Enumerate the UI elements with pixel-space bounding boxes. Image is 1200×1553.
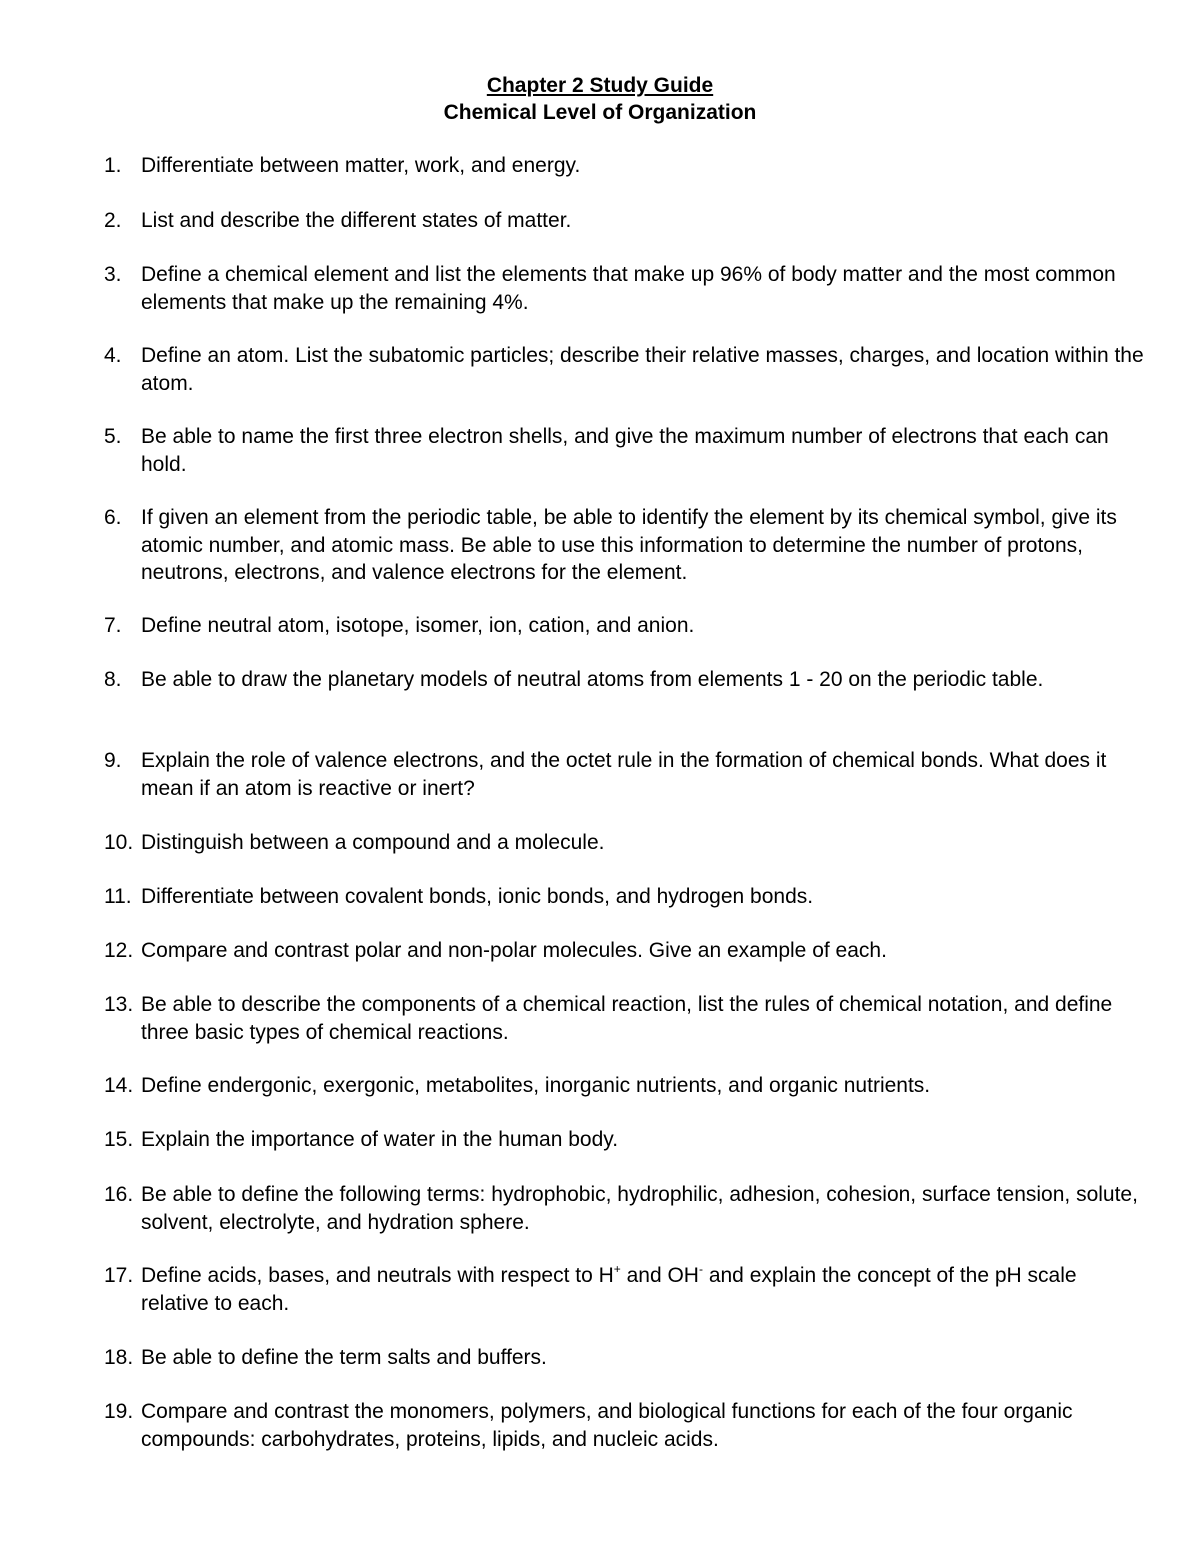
item-text: Define an atom. List the subatomic particles; describe their relative masses, charges, and location within the atom. <box>141 344 1144 395</box>
item-number: 11. <box>104 885 132 908</box>
item-number: 16. <box>104 1183 134 1206</box>
item-number: 17. <box>104 1264 134 1287</box>
list-item <box>104 666 1144 694</box>
list-item <box>104 1126 1144 1154</box>
page-subtitle: Chemical Level of Organization <box>443 101 757 124</box>
item-number: 13. <box>104 993 134 1016</box>
item-text: If given an element from the periodic table, be able to identify the element by its chemical symbol, give its atomic number, and atomic mass. Be able to use this information to determine the number of protons, neutrons, electrons, and valence electrons for the element. <box>141 506 1117 584</box>
item-text-part: and explain the concept of the pH scale relative to each. <box>141 1264 1077 1315</box>
list-item <box>104 1262 1144 1317</box>
list-item <box>104 1398 1144 1453</box>
document-header <box>0 72 1200 126</box>
item-text: Define neutral atom, isotope, isomer, ion, cation, and anion. <box>141 614 695 637</box>
item-text: Differentiate between matter, work, and energy. <box>141 154 581 177</box>
item-number: 7. <box>104 614 122 637</box>
item-number: 14. <box>104 1074 134 1097</box>
item-text: Differentiate between covalent bonds, ionic bonds, and hydrogen bonds. <box>141 885 814 908</box>
item-text: Be able to define the following terms: hydrophobic, hydrophilic, adhesion, cohesion, surface tension, solute, solvent, electrolyte, and hydration sphere. <box>141 1183 1138 1234</box>
item-text: Compare and contrast the monomers, polymers, and biological functions for each of the four organic compounds: carbohydrates, proteins, lipids, and nucleic acids. <box>141 1400 1073 1451</box>
list-item <box>104 937 1144 965</box>
list-item <box>104 829 1144 857</box>
page-title: Chapter 2 Study Guide <box>486 74 714 97</box>
item-number: 12. <box>104 939 134 962</box>
item-text: Compare and contrast polar and non-polar molecules. Give an example of each. <box>141 939 887 962</box>
item-text: Define endergonic, exergonic, metabolites, inorganic nutrients, and organic nutrients. <box>141 1074 931 1097</box>
item-number: 1. <box>104 154 122 177</box>
item-number: 8. <box>104 668 122 691</box>
superscript-plus: + <box>613 1262 621 1276</box>
list-item <box>104 991 1144 1046</box>
item-text: Be able to define the term salts and buffers. <box>141 1346 547 1369</box>
item-text: Distinguish between a compound and a molecule. <box>141 831 605 854</box>
list-item <box>104 342 1144 397</box>
item-number: 6. <box>104 506 122 529</box>
item-number: 10. <box>104 831 134 854</box>
list-item <box>104 1181 1144 1236</box>
list-item <box>104 747 1144 802</box>
item-text: Explain the importance of water in the human body. <box>141 1128 619 1151</box>
item-text: List and describe the different states of matter. <box>141 209 572 232</box>
item-number: 4. <box>104 344 122 367</box>
superscript-minus: - <box>698 1262 703 1276</box>
item-number: 19. <box>104 1400 134 1423</box>
list-item <box>104 207 1144 235</box>
list-item <box>104 152 1144 180</box>
list-item <box>104 1072 1144 1100</box>
item-text <box>141 1262 1144 1317</box>
list-item <box>104 883 1144 911</box>
list-item <box>104 1344 1144 1372</box>
item-text-part: Define acids, bases, and neutrals with respect to H <box>141 1264 614 1287</box>
list-item <box>104 612 1144 640</box>
item-text: Explain the role of valence electrons, and the octet rule in the formation of chemical bonds. What does it mean if an atom is reactive or inert? <box>141 749 1107 800</box>
item-number: 15. <box>104 1128 134 1151</box>
item-number: 2. <box>104 209 122 232</box>
item-number: 5. <box>104 425 122 448</box>
item-text: Define a chemical element and list the elements that make up 96% of body matter and the most common elements that make up the remaining 4%. <box>141 263 1116 314</box>
list-item <box>104 423 1144 478</box>
list-item <box>104 504 1144 587</box>
item-text-part: and OH <box>620 1264 699 1287</box>
item-number: 18. <box>104 1346 134 1369</box>
item-number: 3. <box>104 263 122 286</box>
item-text: Be able to describe the components of a chemical reaction, list the rules of chemical notation, and define three basic types of chemical reactions. <box>141 993 1113 1044</box>
list-item <box>104 261 1144 316</box>
item-number: 9. <box>104 749 122 772</box>
item-text: Be able to name the first three electron shells, and give the maximum number of electrons that each can hold. <box>141 425 1109 476</box>
item-text: Be able to draw the planetary models of neutral atoms from elements 1 - 20 on the periodic table. <box>141 668 1044 691</box>
